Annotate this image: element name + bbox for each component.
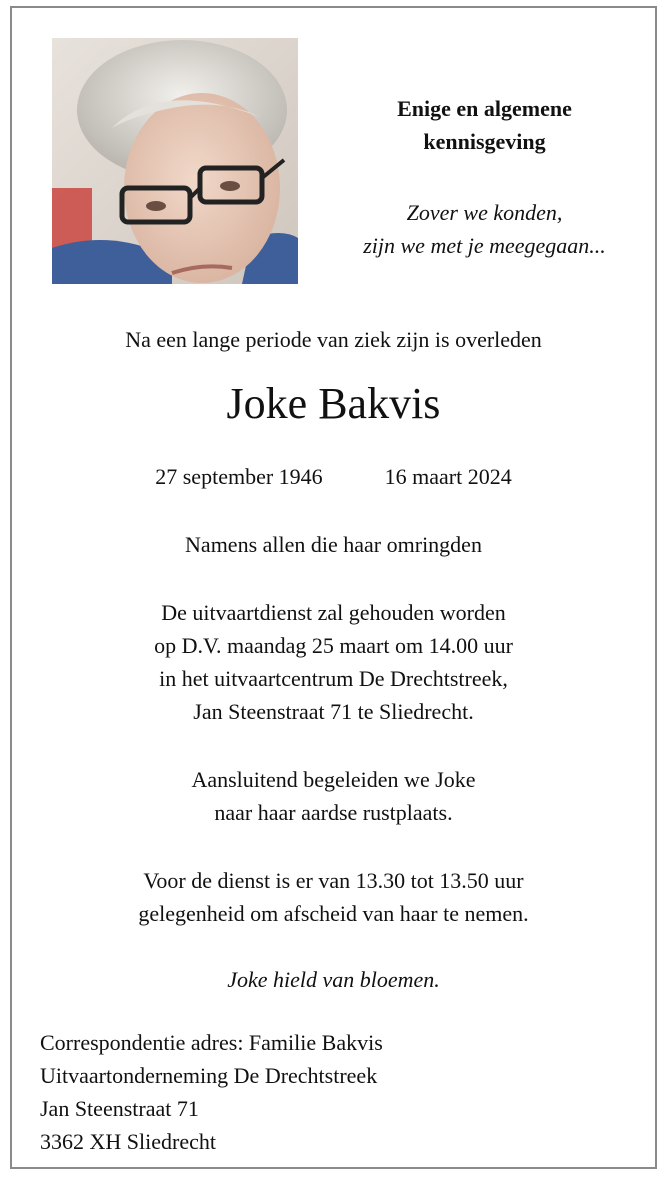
title-line: Enige en algemene (397, 96, 572, 121)
correspondence-address (40, 1026, 383, 1158)
obituary-card (10, 6, 657, 1169)
service-details (12, 596, 655, 728)
burial-details (12, 763, 655, 829)
flowers-note: Joke hield van bloemen. (227, 967, 440, 992)
correspondence-line: Jan Steenstraat 71 (40, 1096, 199, 1121)
burial-line: Aansluitend begeleiden we Joke (191, 767, 476, 792)
birth-date: 27 september 1946 (155, 464, 323, 489)
life-dates (12, 460, 655, 493)
announcement-header (312, 92, 657, 262)
deceased-name: Joke Bakvis (226, 379, 441, 428)
announcement-title (312, 92, 657, 158)
service-line: Jan Steenstraat 71 te Sliedrecht. (193, 699, 474, 724)
motto-line: Zover we konden, (406, 200, 563, 225)
service-line: in het uitvaartcentrum De Drechtstreek, (159, 666, 508, 691)
title-line: kennisgeving (423, 129, 546, 154)
farewell-line: gelegenheid om afscheid van haar te nemen. (138, 901, 529, 926)
farewell-line: Voor de dienst is er van 13.30 tot 13.50 uur (143, 868, 524, 893)
correspondence-line: Uitvaartonderneming De Drechtstreek (40, 1063, 378, 1088)
farewell-details (12, 864, 655, 930)
motto (312, 196, 657, 262)
correspondence-line: Correspondentie adres: Familie Bakvis (40, 1030, 383, 1055)
on-behalf-text: Namens allen die haar omringden (185, 532, 482, 557)
correspondence-line: 3362 XH Sliedrecht (40, 1129, 216, 1154)
portrait-illustration (52, 38, 298, 284)
intro-text: Na een lange periode van ziek zijn is overleden (125, 327, 542, 352)
burial-line: naar haar aardse rustplaats. (214, 800, 453, 825)
motto-line: zijn we met je meegegaan... (363, 233, 606, 258)
death-date: 16 maart 2024 (384, 464, 512, 489)
service-line: De uitvaartdienst zal gehouden worden (161, 600, 506, 625)
portrait-photo (52, 38, 298, 284)
service-line: op D.V. maandag 25 maart om 14.00 uur (154, 633, 513, 658)
